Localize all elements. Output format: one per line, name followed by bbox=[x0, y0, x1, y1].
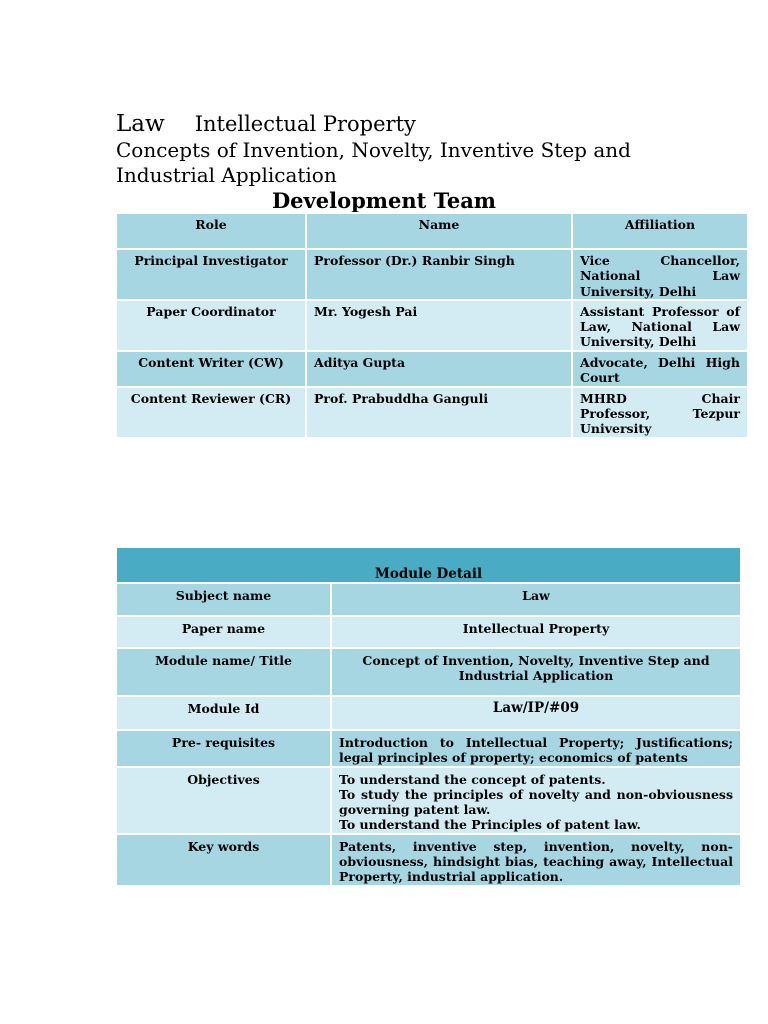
table-row bbox=[116, 648, 741, 696]
module-value: Patents, inventive step, invention, novelty, non-obviousness, hindsight bias, teaching away, Intellectual Property, industrial application. bbox=[331, 834, 741, 886]
module-value: Law/IP/#09 bbox=[331, 696, 741, 730]
team-table-header-row bbox=[116, 213, 748, 249]
module-value: Law bbox=[331, 583, 741, 616]
development-team-table bbox=[115, 212, 749, 439]
module-title-line-2: Industrial Application bbox=[116, 163, 337, 187]
team-name: Prof. Prabuddha Ganguli bbox=[306, 387, 572, 438]
table-row bbox=[116, 767, 741, 834]
team-role: Principal Investigator bbox=[116, 249, 306, 300]
objective-line: To understand the Principles of patent law. bbox=[339, 817, 641, 833]
table-row bbox=[116, 834, 741, 886]
module-detail-table bbox=[115, 546, 742, 887]
table-row bbox=[116, 730, 741, 767]
document-header bbox=[116, 110, 736, 188]
module-label: Paper name bbox=[116, 616, 331, 648]
team-role: Paper Coordinator bbox=[116, 300, 306, 351]
module-value: Concept of Invention, Novelty, Inventive Step and Industrial Application bbox=[331, 648, 741, 696]
team-affiliation: MHRD Chair Professor, Tezpur University bbox=[572, 387, 748, 438]
module-value: Introduction to Intellectual Property; Justifications; legal principles of property; economics of patents bbox=[331, 730, 741, 767]
table-row bbox=[116, 696, 741, 730]
objective-line: To study the principles of novelty and non-obviousness governing patent law. bbox=[339, 786, 733, 818]
team-name: Mr. Yogesh Pai bbox=[306, 300, 572, 351]
team-name: Professor (Dr.) Ranbir Singh bbox=[306, 249, 572, 300]
team-affiliation: Advocate, Delhi High Court bbox=[572, 351, 748, 387]
module-label: Subject name bbox=[116, 583, 331, 616]
header-subject-paper-line bbox=[116, 110, 736, 138]
development-team-title: Development Team bbox=[271, 188, 497, 213]
table-row bbox=[116, 249, 748, 300]
module-value: Intellectual Property bbox=[331, 616, 741, 648]
team-affiliation: Vice Chancellor, National Law University, Delhi bbox=[572, 249, 748, 300]
module-label: Pre- requisites bbox=[116, 730, 331, 767]
module-label: Module Id bbox=[116, 696, 331, 730]
column-header-name: Name bbox=[306, 213, 572, 249]
objective-line: To understand the concept of patents. bbox=[339, 771, 606, 787]
module-title-line-1: Concepts of Invention, Novelty, Inventive Step and bbox=[116, 138, 631, 162]
module-label: Objectives bbox=[116, 767, 331, 834]
table-row bbox=[116, 387, 748, 438]
module-label: Module name/ Title bbox=[116, 648, 331, 696]
table-row bbox=[116, 351, 748, 387]
table-row bbox=[116, 300, 748, 351]
column-header-affiliation: Affiliation bbox=[572, 213, 748, 249]
module-label: Key words bbox=[116, 834, 331, 886]
table-row bbox=[116, 583, 741, 616]
table-row bbox=[116, 616, 741, 648]
subject-name: Law bbox=[116, 111, 165, 137]
module-value bbox=[331, 767, 741, 834]
module-detail-title: Module Detail bbox=[116, 547, 741, 583]
column-header-role: Role bbox=[116, 213, 306, 249]
team-role: Content Reviewer (CR) bbox=[116, 387, 306, 438]
team-name: Aditya Gupta bbox=[306, 351, 572, 387]
paper-name: Intellectual Property bbox=[194, 112, 416, 136]
team-affiliation: Assistant Professor of Law, National Law University, Delhi bbox=[572, 300, 748, 351]
module-detail-header-row bbox=[116, 547, 741, 583]
team-role: Content Writer (CW) bbox=[116, 351, 306, 387]
